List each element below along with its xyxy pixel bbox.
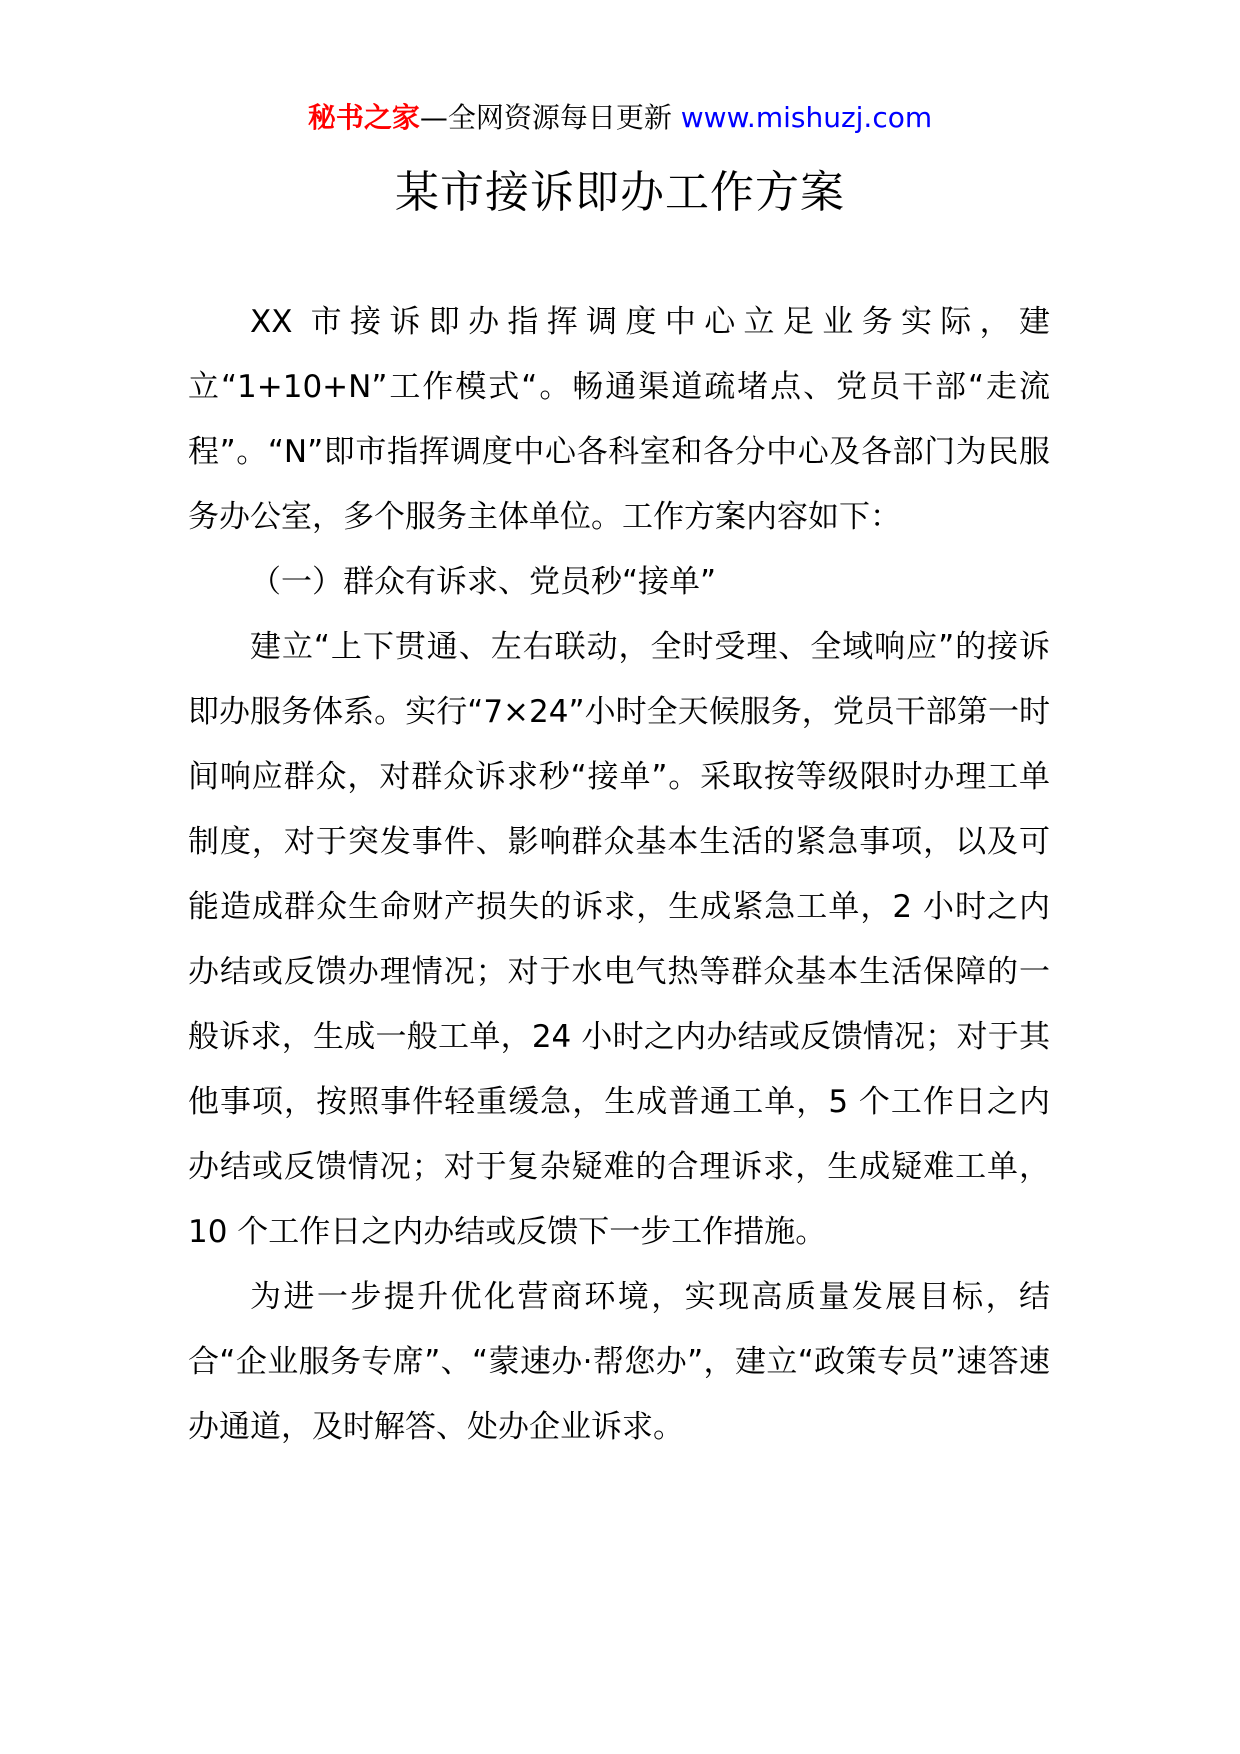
header-tagline: —全网资源每日更新 [419, 101, 681, 134]
body-paragraph: 为进一步提升优化营商环境，实现高质量发展目标，结合“企业服务专席”、“蒙速办·帮您办”，建立“政策专员”速答速办通道，及时解答、处办企业诉求。 [188, 1279, 1050, 1445]
document-title: 某市接诉即办工作方案 [395, 167, 845, 218]
site-url-link[interactable]: www.mishuzj.com [680, 101, 933, 134]
intro-paragraph: XX 市接诉即办指挥调度中心立足业务实际，建立“1+10+N”工作模式“。畅通渠道疏堵点、党员干部“走流程”。“N”即市指挥调度中心各科室和各分中心及各部门为民服务办公室，多个服务主体单位。工作方案内容如下： [188, 304, 1050, 535]
document-body [188, 290, 1050, 1460]
section-heading: （一）群众有诉求、党员秒“接单” [250, 564, 717, 600]
brand-name: 秘书之家 [307, 101, 420, 134]
body-paragraph: 建立“上下贯通、左右联动，全时受理、全域响应”的接诉即办服务体系。实行“7×24”小时全天候服务，党员干部第一时间响应群众，对群众诉求秒“接单”。采取按等级限时办理工单制度，对于突发事件、影响群众基本生活的紧急事项，以及可能造成群众生命财产损失的诉求，生成紧急工单，2 小时之内办结或反馈办理情况；对于水电气热等群众基本生活保障的一般诉求，生成一般工单，24 小时之内办结或反馈情况；对于其他事项，按照事件轻重缓急，生成普通工单，5 个工作日之内办结或反馈情况；对于复杂疑难的合理诉求，生成疑难工单，10 个工作日之内办结或反馈下一步工作措施。 [188, 629, 1050, 1250]
site-header [0, 100, 1240, 136]
